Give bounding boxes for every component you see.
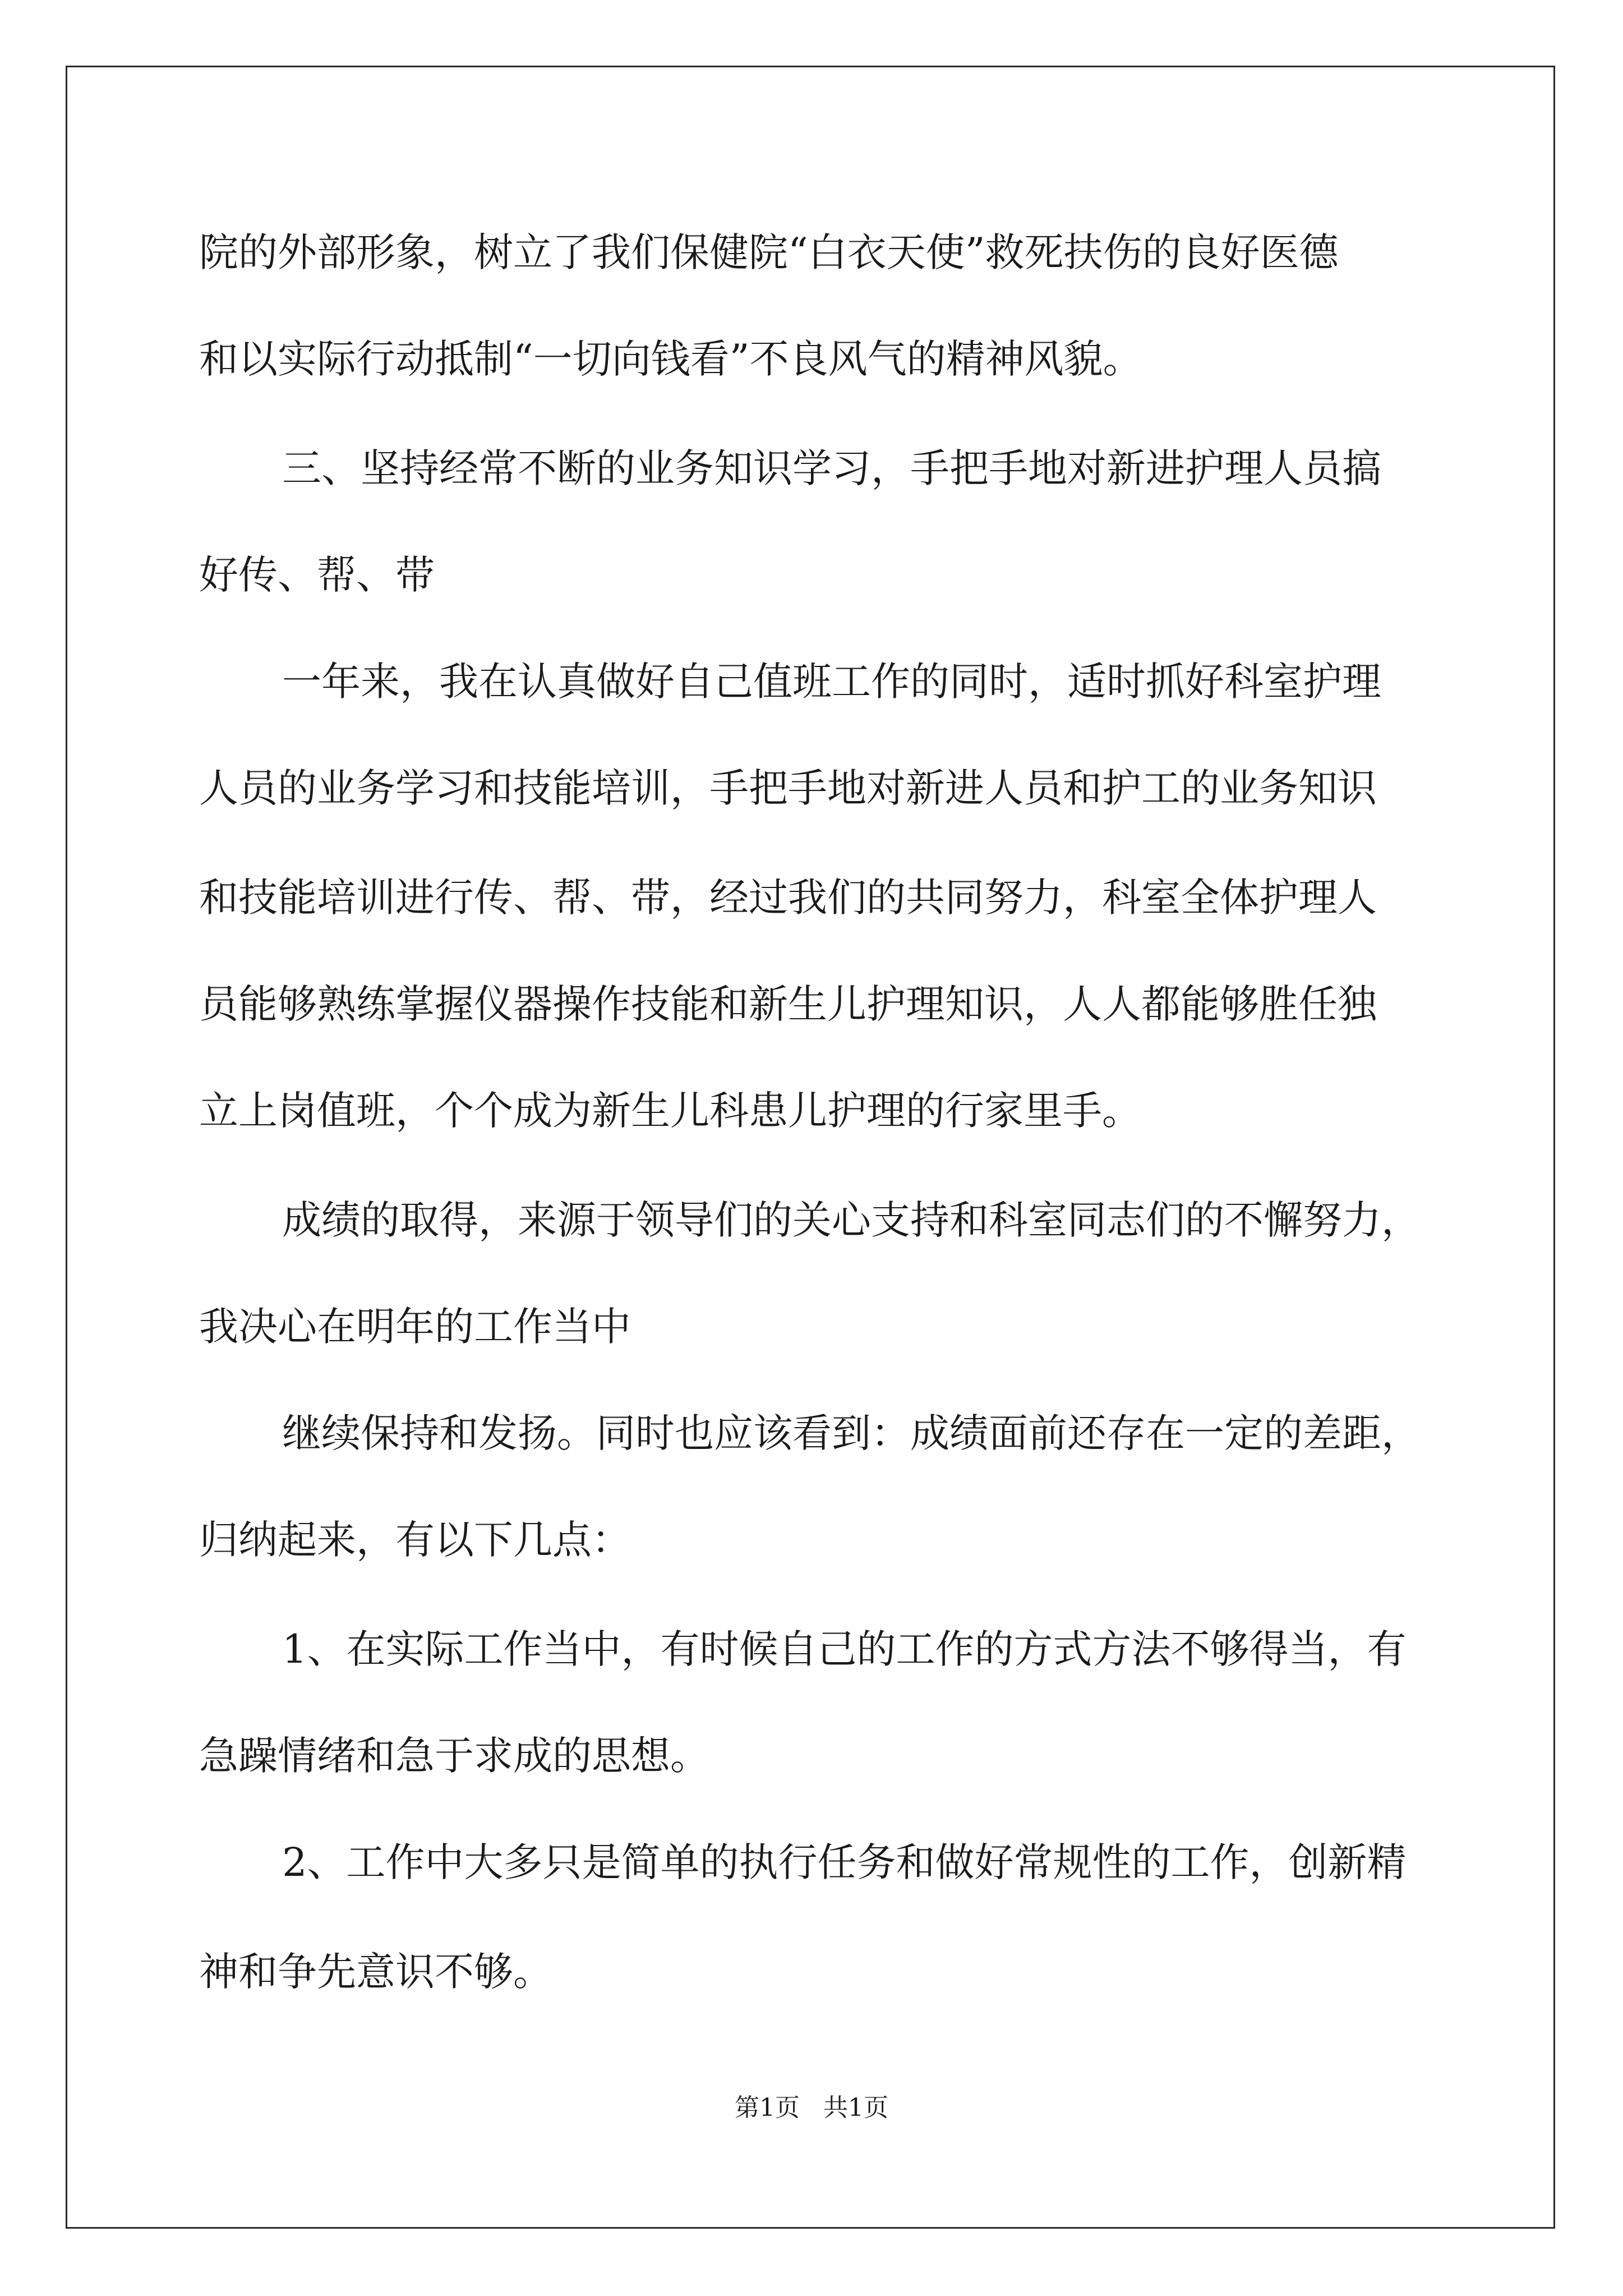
text-line-10: 成绩的取得，来源于领导们的关心支持和科室同志们的不懈努力， (282, 1197, 1421, 1243)
text-line-9: 立上岗值班，个个成为新生儿科患儿护理的行家里手。 (199, 1088, 1141, 1134)
text-line-4: 好传、帮、带 (199, 552, 435, 598)
text-line-5: 一年来，我在认真做好自己值班工作的同时，适时抓好科室护理 (282, 659, 1381, 705)
text-line-7: 和技能培训进行传、帮、带，经过我们的共同努力，科室全体护理人 (199, 875, 1377, 921)
text-line-2: 和以实际行动抵制“一切向钱看”不良风气的精神风貌。 (199, 336, 1142, 382)
text-line-17: 神和争先意识不够。 (199, 1949, 552, 1995)
text-line-13: 归纳起来，有以下几点： (199, 1517, 631, 1563)
text-line-11: 我决心在明年的工作当中 (199, 1304, 631, 1350)
text-line-6: 人员的业务学习和技能培训，手把手地对新进人员和护工的业务知识 (199, 765, 1377, 811)
text-line-3: 三、坚持经常不断的业务知识学习，手把手地对新进护理人员搞 (282, 445, 1381, 491)
page-border (66, 66, 1555, 2229)
text-line-8: 员能够熟练掌握仪器操作技能和新生儿护理知识，人人都能够胜任独 (199, 981, 1377, 1027)
text-line-1: 院的外部形象，树立了我们保健院“白衣天使”救死扶伤的良好医德 (199, 229, 1339, 275)
text-line-15: 急躁情绪和急于求成的思想。 (199, 1733, 709, 1779)
text-line-16: 2、工作中大多只是简单的执行任务和做好常规性的工作，创新精 (282, 1839, 1407, 1885)
text-line-14: 1、在实际工作当中，有时候自己的工作的方式方法不够得当，有 (282, 1626, 1407, 1672)
page-footer: 第1页 共1页 (735, 2093, 888, 2122)
text-line-12: 继续保持和发扬。同时也应该看到：成绩面前还存在一定的差距， (282, 1410, 1421, 1456)
